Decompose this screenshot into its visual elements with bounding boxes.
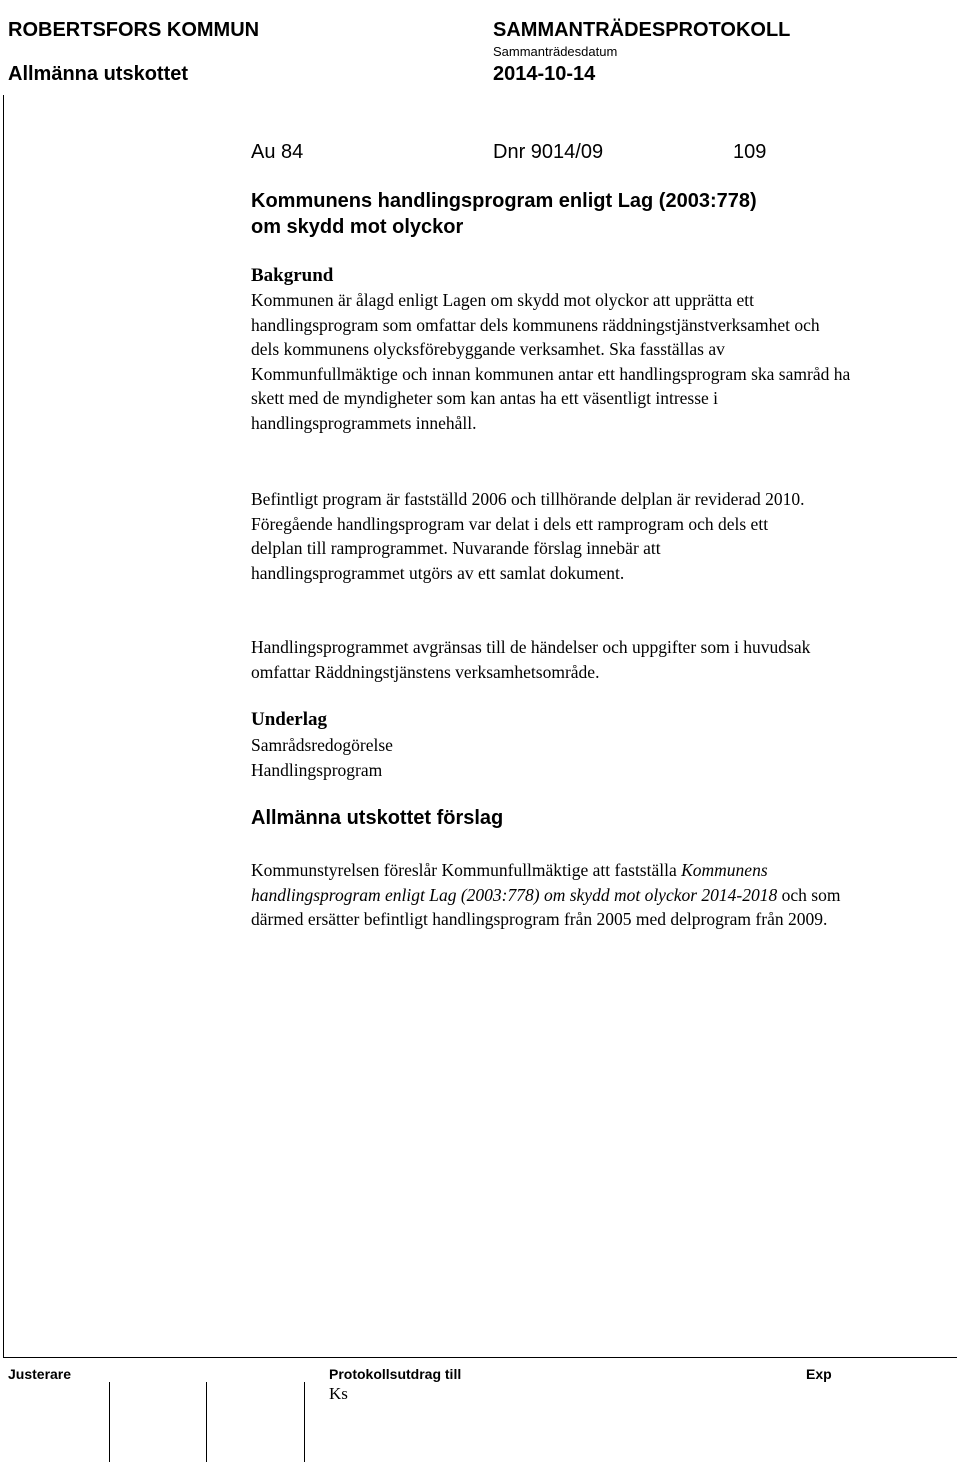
adjusters-label: Justerare (8, 1366, 72, 1382)
documents-heading: Underlag (251, 709, 327, 730)
signature-box-divider (304, 1382, 305, 1462)
proposal-text-start: Kommunstyrelsen föreslår Kommunfullmäktige att fastställa (251, 860, 682, 880)
proposal-paragraph (251, 858, 851, 932)
background-paragraph-3-text: Handlingsprogrammet avgränsas till de händelser och uppgifter som i huvudsak omfattar Räddningstjänstens verksamhetsområde. (251, 637, 811, 682)
proposal-heading: Allmänna utskottet förslag (251, 807, 504, 829)
page-number: 109 (733, 141, 767, 163)
document-item: Handlingsprogram (251, 759, 383, 780)
expedition-label: Exp (806, 1366, 832, 1382)
background-paragraph-2-text: Befintligt program är fastställd 2006 och tillhörande delplan är reviderad 2010. Föregående handlingsprogram var delat i dels ett ramprogram och dels ett delplan till ramprogrammet. Nuvarande förslag innebär att handlingsprogrammet utgörs av ett samlat dokument. (251, 489, 805, 583)
meeting-date-label: Sammanträdesdatum (493, 44, 618, 59)
paragraph-number: Au 84 (251, 141, 304, 163)
background-paragraph-2 (251, 487, 811, 585)
footer-rule (3, 1357, 957, 1358)
committee-name: Allmänna utskottet (8, 63, 189, 85)
proposal-text-end: och som därmed ersätter befintligt handlingsprogram från 2005 med delprogram från 2009. (251, 884, 841, 929)
signature-box-divider (109, 1382, 110, 1462)
meeting-date: 2014-10-14 (493, 63, 596, 85)
background-paragraph-3 (251, 635, 851, 684)
background-paragraph-1 (251, 288, 851, 435)
signature-box-divider (206, 1382, 207, 1462)
document-title-line-2: om skydd mot olyckor (251, 216, 464, 238)
extract-label: Protokollsutdrag till (329, 1366, 462, 1382)
proposal-document-name: Kommunens handlingsprogram enligt Lag (2003:778) om skydd mot olyckor 2014-2018 (251, 860, 778, 905)
left-margin-rule (3, 95, 4, 1357)
document-title (251, 188, 757, 240)
extract-recipient: Ks (329, 1384, 348, 1403)
protocol-title: SAMMANTRÄDESPROTOKOLL (493, 19, 791, 41)
background-heading: Bakgrund (251, 265, 334, 286)
documents-list (251, 733, 393, 782)
diary-number: Dnr 9014/09 (493, 141, 604, 163)
municipality-name: ROBERTSFORS KOMMUN (8, 19, 260, 41)
background-paragraph-1-text: Kommunen är ålagd enligt Lagen om skydd mot olyckor att upprätta ett handlingsprogram som omfattar dels kommunens räddningstjänstverksamhet och dels kommunens olycksförebyggande verksamhet. Ska fasställas av Kommunfullmäktige och innan kommunen antar ett handlingsprogram ska samråd ha skett med de myndigheter som kan antas ha ett väsentligt intresse i handlingsprogrammets innehåll. (251, 290, 851, 433)
document-title-line-1: Kommunens handlingsprogram enligt Lag (2003:778) (251, 190, 757, 212)
document-item: Samrådsredogörelse (251, 735, 393, 755)
